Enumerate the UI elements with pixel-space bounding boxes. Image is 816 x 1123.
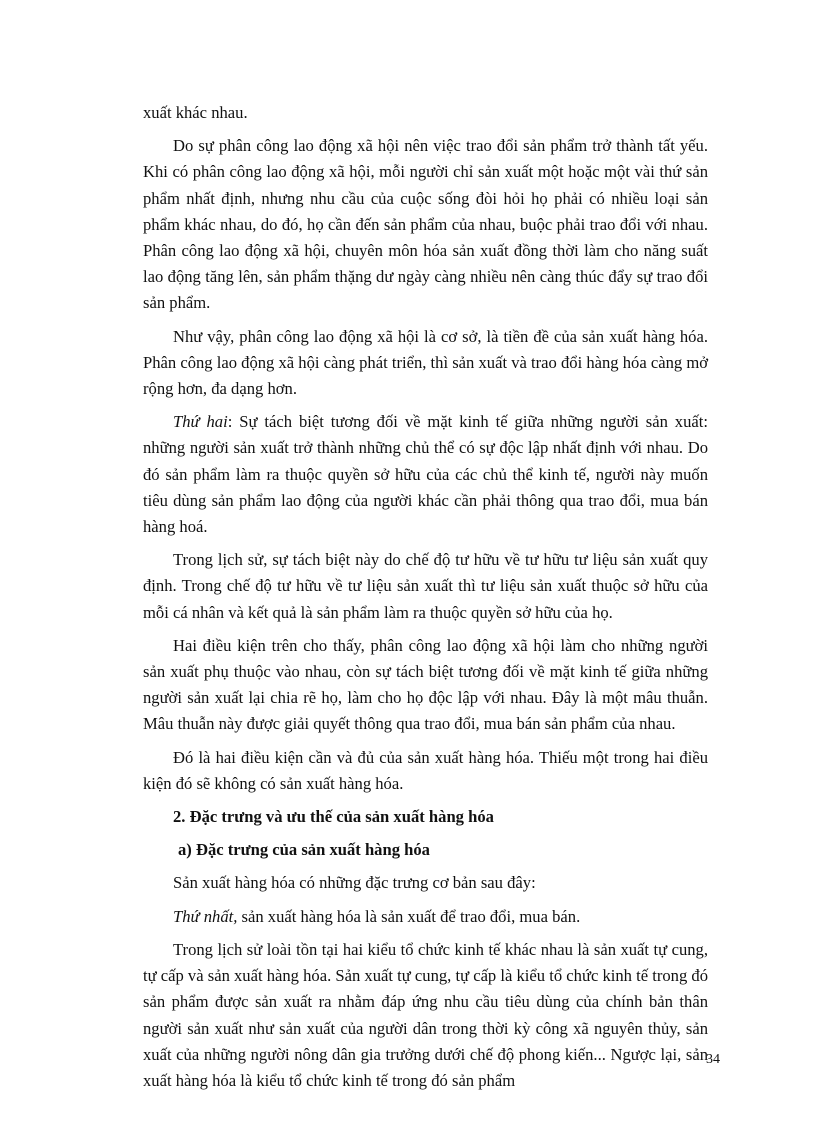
subsection-heading: a) Đặc trưng của sản xuất hàng hóa (178, 840, 430, 860)
paragraph: Trong lịch sử loài tồn tại hai kiểu tổ chức kinh tế khác nhau là sản xuất tự cung, tự cấp và sản xuất hàng hóa. Sản xuất tự cung, tự cấp là kiểu tổ chức kinh tế trong đó sản phẩm được sản xuất ra nhằm đáp ứng nhu cầu tiêu dùng của chính bản thân người sản xuất như sản xuất của người dân trong thời kỳ công xã nguyên thủy, sản xuất của những người nông dân gia trưởng dưới chế độ phong kiến... Ngược lại, sản xuất hàng hóa là kiểu tổ chức kinh tế trong đó sản phẩm (143, 939, 708, 1090)
paragraph: Do sự phân công lao động xã hội nên việc trao đổi sản phẩm trở thành tất yếu. Khi có phân công lao động xã hội, mỗi người chỉ sản xuất một hoặc một vài thứ sản phẩm nhất định, nhưng nhu cầu của cuộc sống đòi hỏi họ phải có nhiều loại sản phẩm khác nhau, do đó, họ cần đến sản phẩm của nhau, buộc phải trao đổi với nhau. Phân công lao động xã hội, chuyên môn hóa sản xuất đồng thời làm cho năng suất lao động tăng lên, sản phẩm thặng dư ngày càng nhiều nên càng thúc đẩy sự trao đổi sản phẩm. (143, 136, 708, 313)
body-text (143, 100, 708, 1101)
paragraph (143, 409, 708, 540)
paragraph: Hai điều kiện trên cho thấy, phân công lao động xã hội làm cho những người sản xuất phụ thuộc vào nhau, còn sự tách biệt tương đối về mặt kinh tế giữa những người sản xuất lại chia rẽ họ, làm cho họ độc lập với nhau. Đây là một mâu thuẫn. Mâu thuẫn này được giải quyết thông qua trao đổi, mua bán sản phẩm của nhau. (143, 635, 708, 734)
paragraph-lead: Thứ hai (173, 412, 228, 432)
paragraph-lead: Thứ nhất, (173, 906, 238, 926)
paragraph (143, 904, 708, 930)
paragraph-text: : Sự tách biệt tương đối về mặt kinh tế giữa những người sản xuất: những người sản xuất trở thành những chủ thể có sự độc lập nhất định với nhau. Do đó sản phẩm làm ra thuộc quyền sở hữu của các chủ thể kinh tế, người này muốn tiêu dùng sản phẩm lao động của người khác cần phải thông qua trao đổi, mua bán hàng hoá. (143, 412, 708, 537)
section-heading: 2. Đặc trưng và ưu thế của sản xuất hàng hóa (173, 807, 494, 827)
paragraph: xuất khác nhau. (143, 103, 248, 122)
paragraph: Trong lịch sử, sự tách biệt này do chế độ tư hữu về tư hữu tư liệu sản xuất quy định. Trong chế độ tư hữu về tư liệu sản xuất thì tư liệu sản xuất thuộc sở hữu của mỗi cá nhân và kết quả là sản phẩm làm ra thuộc quyền sở hữu của họ. (143, 550, 708, 622)
paragraph: Sản xuất hàng hóa có những đặc trưng cơ bản sau đây: (173, 873, 536, 893)
paragraph: Như vậy, phân công lao động xã hội là cơ sở, là tiền đề của sản xuất hàng hóa. Phân công lao động xã hội càng phát triển, thì sản xuất và trao đổi hàng hóa càng mở rộng hơn, đa dạng hơn. (143, 326, 708, 399)
paragraph-text: sản xuất hàng hóa là sản xuất để trao đổi, mua bán. (237, 906, 581, 926)
page-number: 34 (706, 1052, 720, 1067)
paragraph: Đó là hai điều kiện cần và đủ của sản xuất hàng hóa. Thiếu một trong hai điều kiện đó sẽ không có sản xuất hàng hóa. (143, 747, 708, 793)
